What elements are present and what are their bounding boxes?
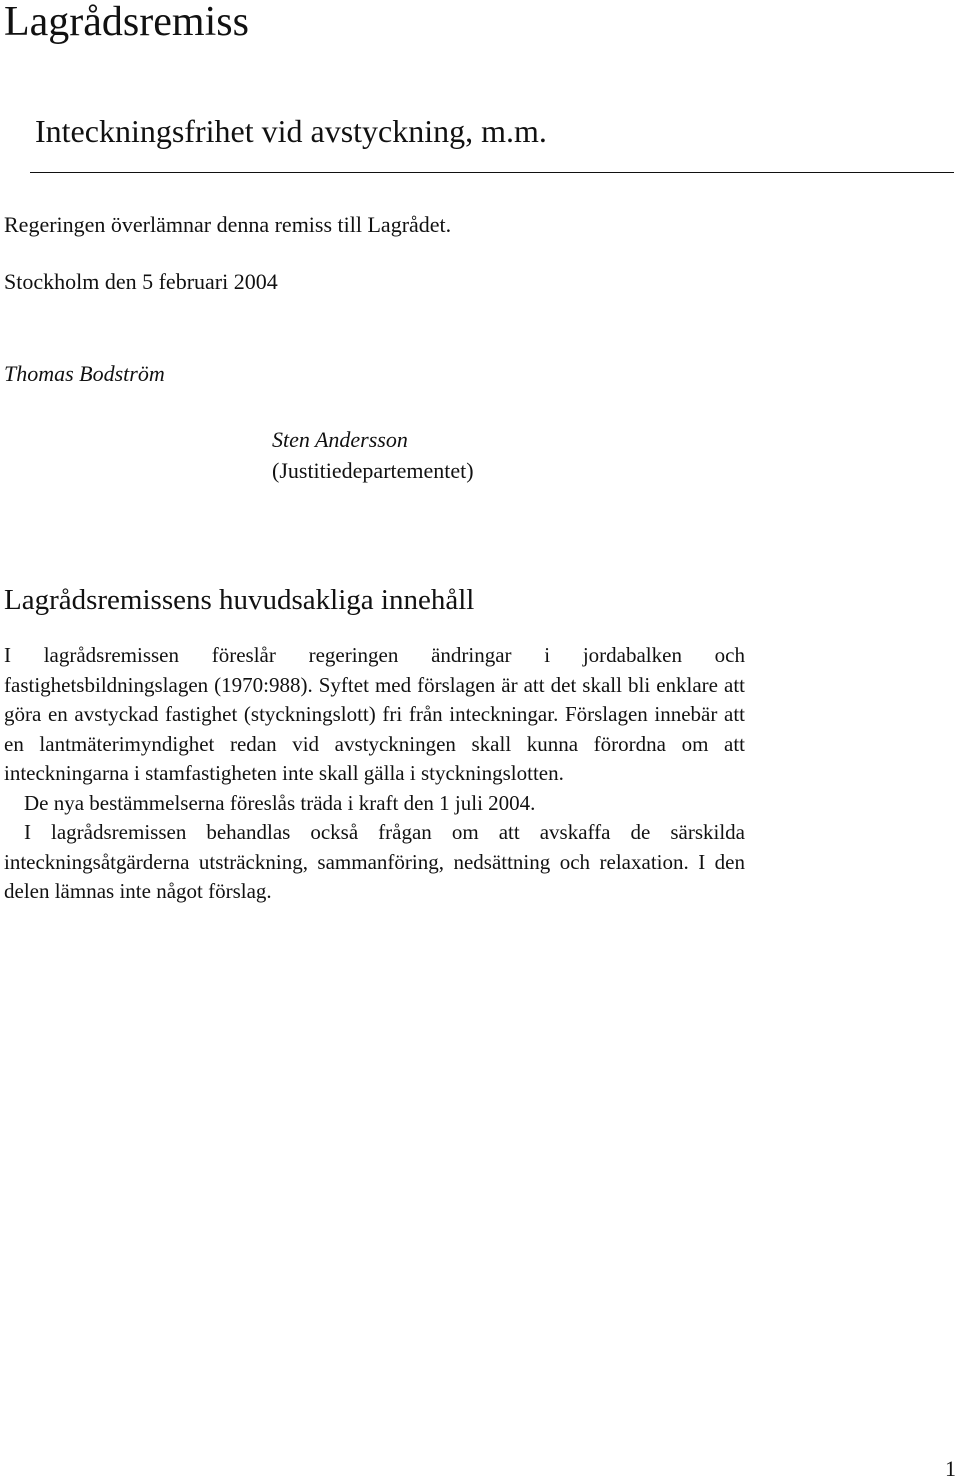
- document-title: Lagrådsremiss: [4, 0, 249, 45]
- official-name: Sten Andersson: [272, 427, 408, 452]
- summary-paragraph: I lagrådsremissen behandlas också frågan om att avskaffa de särskilda inteckningsåtgärderna utsträckning, sammanföring, nedsättning och relaxation. I den delen lämnas inte något förslag.: [4, 820, 745, 903]
- minister-signature: Thomas Bodström: [4, 361, 165, 386]
- summary-paragraph: De nya bestämmelserna föreslås träda i kraft den 1 juli 2004.: [24, 790, 536, 815]
- place-and-date: Stockholm den 5 februari 2004: [4, 269, 278, 294]
- summary-body: [4, 641, 745, 907]
- summary-heading: Lagrådsremissens huvudsakliga innehåll: [4, 584, 475, 616]
- page-number: 1: [945, 1456, 956, 1481]
- official-department: (Justitiedepartementet): [272, 458, 474, 483]
- summary-paragraph: I lagrådsremissen föreslår regeringen ändringar i jordabalken och fastighetsbildningslagen (1970:988). Syftet med förslagen är att det skall bli enklare att göra en avstyckad fastighet (styckningslott) fri från inteckningar. Förslagen innebär att en lantmäterimyndighet redan vid avstyckningen skall kunna förordna om att inteckningarna i stamfastigheten inte skall gälla i styckningslotten.: [4, 643, 745, 785]
- document-subtitle: Inteckningsfrihet vid avstyckning, m.m.: [35, 113, 547, 149]
- handover-statement: Regeringen överlämnar denna remiss till Lagrådet.: [4, 212, 452, 237]
- official-signature-block: [272, 424, 474, 486]
- horizontal-divider: [30, 172, 954, 173]
